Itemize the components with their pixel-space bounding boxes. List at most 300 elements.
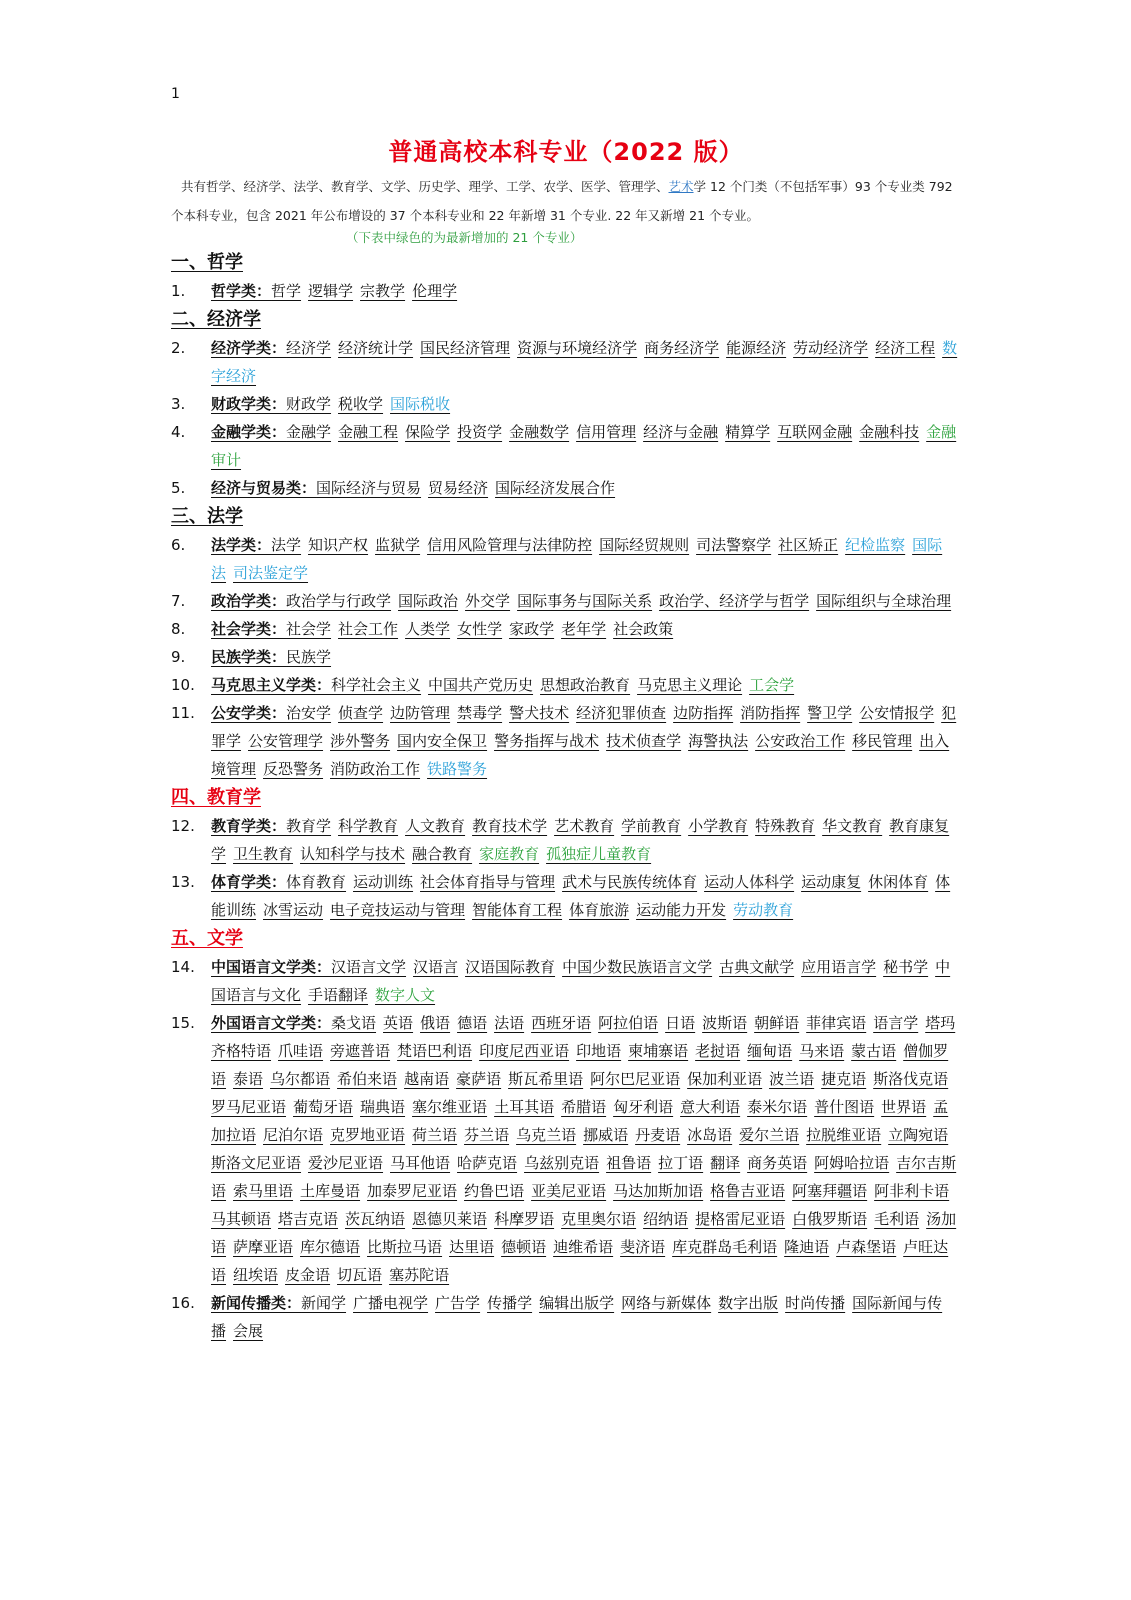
item-number: 1. [171,282,186,300]
major-name: 信用管理 [576,423,637,441]
list-item [171,587,961,615]
major-name: 达里语 [449,1238,495,1256]
major-name: 侦查学 [338,704,384,722]
major-name: 克罗地亚语 [330,1126,406,1144]
major-name: 挪威语 [583,1126,629,1144]
major-name: 海警执法 [688,732,749,750]
major-name: 孟加拉语 [211,1098,949,1144]
major-name: 中国语言与文化 [211,958,951,1004]
major-name: 国际经济与贸易 [316,479,422,497]
new-major-name: 数字经济 [211,339,958,385]
list-item [171,390,961,418]
item-body [211,671,961,699]
category-label: 法学类： [211,536,272,554]
major-name: 汉语言文学 [331,958,407,976]
major-name: 人文教育 [405,817,466,835]
major-name: 梵语巴利语 [397,1042,473,1060]
major-name: 保加利亚语 [687,1070,763,1088]
major-name: 认知科学与技术 [300,845,406,863]
major-name: 监狱学 [375,536,421,554]
major-name: 爱沙尼亚语 [308,1154,384,1172]
item-body [211,390,961,418]
list-item [171,418,961,474]
major-name: 教育技术学 [472,817,548,835]
major-name: 体能训练 [211,873,951,919]
major-name: 印度尼西亚语 [479,1042,570,1060]
major-name: 特殊教育 [755,817,816,835]
major-name: 恩德贝莱语 [412,1210,488,1228]
major-name: 国际事务与国际关系 [517,592,653,610]
major-name: 汉语国际教育 [465,958,556,976]
major-name: 库克群岛毛利语 [672,1238,778,1256]
major-name: 克里奥尔语 [561,1210,637,1228]
major-name: 库尔德语 [300,1238,361,1256]
major-name: 社会体育指导与管理 [420,873,556,891]
new-major-name: 金融审计 [211,423,957,469]
major-name: 斐济语 [620,1238,666,1256]
major-name: 知识产权 [308,536,369,554]
major-name: 科学教育 [338,817,399,835]
major-name: 边防管理 [390,704,451,722]
major-name: 爪哇语 [278,1042,324,1060]
major-name: 社会政策 [613,620,674,638]
major-list [171,248,961,1345]
intro-text-after: 学 12 个门类（不包括军事）93 个专业类 792 个本科专业，包含 2021 年公布增设的 37 个本科专业和 22 年新增 31 个专业. 22 年又新增 21 个专业。 [171,179,953,223]
major-name: 国际政治 [398,592,459,610]
new-major-name: 铁路警务 [427,760,488,778]
major-name: 技术侦查学 [606,732,682,750]
major-name: 宗教学 [360,282,406,300]
major-name: 运动人体科学 [704,873,795,891]
item-body [211,531,961,587]
intro-text-before: 共有哲学、经济学、法学、教育学、文学、历史学、理学、工学、农学、医学、管理学、 [181,179,669,194]
major-name: 索马里语 [233,1182,294,1200]
major-name: 普什图语 [814,1098,875,1116]
major-name: 哲学 [271,282,302,300]
major-name: 社会学 [286,620,332,638]
major-name: 土耳其语 [494,1098,555,1116]
item-number: 7. [171,592,186,610]
major-name: 塞苏陀语 [389,1266,450,1284]
major-name: 社会工作 [338,620,399,638]
item-number: 8. [171,620,186,638]
major-name: 尼泊尔语 [263,1126,324,1144]
category-label: 财政学类： [211,395,287,413]
major-name: 国际新闻与传播 [211,1294,943,1340]
major-name: 体育教育 [286,873,347,891]
item-number: 16. [171,1294,195,1312]
major-name: 翻译 [710,1154,741,1172]
major-name: 经济与金融 [643,423,719,441]
item-number: 2. [171,339,186,357]
major-name: 政治学、经济学与哲学 [659,592,810,610]
major-name: 世界语 [881,1098,927,1116]
intro-highlight-link[interactable]: 艺术 [668,179,694,194]
major-name: 切瓦语 [337,1266,383,1284]
major-name: 芬兰语 [464,1126,510,1144]
new-major-name: 国际法 [211,536,943,582]
item-body [211,953,961,1009]
major-name: 金融科技 [859,423,920,441]
major-name: 马克思主义理论 [637,676,743,694]
major-name: 拉丁语 [658,1154,704,1172]
major-name: 国际经济发展合作 [495,479,616,497]
major-name: 警犬技术 [509,704,570,722]
major-name: 小学教育 [688,817,749,835]
item-number: 4. [171,423,186,441]
category-label: 经济与贸易类： [211,479,317,497]
major-name: 乌兹别克语 [524,1154,600,1172]
section-heading: 二、经济学 [171,309,261,330]
category-label: 政治学类： [211,592,287,610]
major-name: 贸易经济 [428,479,489,497]
major-name: 阿非利卡语 [874,1182,950,1200]
intro-paragraph [171,172,961,230]
major-name: 捷克语 [821,1070,867,1088]
major-name: 萨摩亚语 [233,1238,294,1256]
major-name: 税收学 [338,395,384,413]
major-name: 马来语 [799,1042,845,1060]
major-name: 财政学 [286,395,332,413]
category-label: 中国语言文学类： [211,958,332,976]
major-name: 旁遮普语 [330,1042,391,1060]
list-item [171,1009,961,1289]
new-major-name: 孤独症儿童教育 [546,845,652,863]
major-name: 葡萄牙语 [293,1098,354,1116]
major-name: 能源经济 [726,339,787,357]
major-name: 中国少数民族语言文学 [562,958,713,976]
major-name: 手语翻译 [308,986,369,1004]
major-name: 皮金语 [285,1266,331,1284]
major-name: 泰米尔语 [747,1098,808,1116]
major-name: 迪维希语 [553,1238,614,1256]
category-label: 公安学类： [211,704,287,722]
major-name: 出入境管理 [211,732,950,778]
major-name: 希腊语 [561,1098,607,1116]
major-name: 乌克兰语 [516,1126,577,1144]
major-name: 吉尔吉斯语 [211,1154,957,1200]
major-name: 家政学 [509,620,555,638]
major-name: 泰语 [233,1070,264,1088]
major-name: 老挝语 [695,1042,741,1060]
major-name: 马耳他语 [390,1154,451,1172]
list-item [171,812,961,868]
major-name: 比斯拉马语 [367,1238,443,1256]
list-item [171,277,961,305]
major-name: 经济犯罪侦查 [576,704,667,722]
item-body [211,615,961,643]
green-note: （下表中绿色的为最新增加的 21 个专业） [346,230,583,245]
list-item [171,334,961,390]
item-number: 15. [171,1014,195,1032]
major-name: 汉语言 [413,958,459,976]
major-name: 加泰罗尼亚语 [367,1182,458,1200]
major-name: 金融工程 [338,423,399,441]
major-name: 国际组织与全球治理 [816,592,952,610]
major-name: 投资学 [457,423,503,441]
major-name: 古典文献学 [719,958,795,976]
major-name: 俄语 [420,1014,451,1032]
list-item [171,699,961,783]
major-name: 外交学 [465,592,511,610]
major-name: 茨瓦纳语 [345,1210,406,1228]
category-label: 外国语言文学类： [211,1014,332,1032]
major-name: 秘书学 [883,958,929,976]
item-body [211,418,961,474]
major-name: 罗马尼亚语 [211,1098,287,1116]
major-name: 卫生教育 [233,845,294,863]
major-name: 科学社会主义 [331,676,422,694]
major-name: 豪萨语 [456,1070,502,1088]
major-name: 法语 [494,1014,525,1032]
major-name: 警务指挥与战术 [494,732,600,750]
category-label: 哲学类： [211,282,272,300]
item-number: 5. [171,479,186,497]
item-number: 3. [171,395,186,413]
major-name: 亚美尼亚语 [531,1182,607,1200]
major-name: 绍纳语 [643,1210,689,1228]
major-name: 传播学 [487,1294,533,1312]
major-name: 保险学 [405,423,451,441]
major-name: 经济工程 [875,339,936,357]
major-name: 劳动经济学 [793,339,869,357]
major-name: 科摩罗语 [494,1210,555,1228]
major-name: 卢森堡语 [836,1238,897,1256]
new-major-name: 数字人文 [375,986,436,1004]
section-heading: 三、法学 [171,506,243,527]
major-name: 教育康复学 [211,817,950,863]
major-name: 拉脱维亚语 [806,1126,882,1144]
major-name: 越南语 [404,1070,450,1088]
major-name: 犯罪学 [211,704,957,750]
major-name: 乌尔都语 [270,1070,331,1088]
major-name: 政治学与行政学 [286,592,392,610]
list-item [171,531,961,587]
item-body [211,699,961,783]
major-name: 斯洛文尼亚语 [211,1154,302,1172]
major-name: 休闲体育 [868,873,929,891]
major-name: 治安学 [286,704,332,722]
major-name: 哈萨克语 [457,1154,518,1172]
major-name: 金融学 [286,423,332,441]
major-name: 公安管理学 [248,732,324,750]
new-major-name: 国际税收 [390,395,451,413]
major-name: 经济学 [286,339,332,357]
major-name: 经济统计学 [338,339,414,357]
major-name: 网络与新媒体 [621,1294,712,1312]
item-number: 10. [171,676,195,694]
major-name: 立陶宛语 [888,1126,949,1144]
major-name: 冰岛语 [687,1126,733,1144]
major-name: 思想政治教育 [540,676,631,694]
major-name: 商务经济学 [644,339,720,357]
major-name: 波兰语 [769,1070,815,1088]
major-name: 英语 [383,1014,414,1032]
major-name: 阿姆哈拉语 [814,1154,890,1172]
major-name: 运动能力开发 [636,901,727,919]
major-name: 朝鲜语 [754,1014,800,1032]
major-name: 司法警察学 [696,536,772,554]
major-name: 毛利语 [874,1210,920,1228]
major-name: 精算学 [725,423,771,441]
category-label: 金融学类： [211,423,287,441]
major-name: 商务英语 [747,1154,808,1172]
item-body [211,1009,961,1289]
major-name: 隆迪语 [784,1238,830,1256]
new-major-name: 家庭教育 [479,845,540,863]
list-item [171,643,961,671]
major-name: 运动康复 [801,873,862,891]
item-number: 6. [171,536,186,554]
major-name: 提格雷尼亚语 [695,1210,786,1228]
major-name: 移民管理 [852,732,913,750]
major-name: 纽埃语 [233,1266,279,1284]
category-label: 民族学类： [211,648,287,666]
major-name: 印地语 [576,1042,622,1060]
major-name: 斯瓦希里语 [508,1070,584,1088]
major-name: 丹麦语 [635,1126,681,1144]
major-name: 白俄罗斯语 [792,1210,868,1228]
major-name: 菲律宾语 [806,1014,867,1032]
major-name: 资源与环境经济学 [517,339,638,357]
major-name: 华文教育 [822,817,883,835]
item-body [211,1289,961,1345]
category-label: 经济学类： [211,339,287,357]
major-name: 马达加斯加语 [613,1182,704,1200]
section-heading: 四、教育学 [171,787,261,808]
major-name: 中国共产党历史 [428,676,534,694]
category-label: 体育学类： [211,873,287,891]
major-name: 爱尔兰语 [739,1126,800,1144]
major-name: 汤加语 [211,1210,957,1256]
major-name: 马其顿语 [211,1210,272,1228]
major-name: 会展 [233,1322,264,1340]
list-item [171,953,961,1009]
major-name: 编辑出版学 [539,1294,615,1312]
major-name: 应用语言学 [801,958,877,976]
document-title: 普通高校本科专业（2022 版） [388,138,744,166]
major-name: 公安情报学 [859,704,935,722]
major-name: 社区矫正 [778,536,839,554]
major-name: 格鲁吉亚语 [710,1182,786,1200]
major-name: 桑戈语 [331,1014,377,1032]
major-name: 瑞典语 [360,1098,406,1116]
major-name: 互联网金融 [777,423,853,441]
item-body [211,643,961,671]
major-name: 柬埔寨语 [628,1042,689,1060]
section-heading: 一、哲学 [171,252,243,273]
item-number: 9. [171,648,186,666]
major-name: 国内安全保卫 [397,732,488,750]
major-name: 匈牙利语 [613,1098,674,1116]
major-name: 涉外警务 [330,732,391,750]
major-name: 武术与民族传统体育 [562,873,698,891]
major-name: 卢旺达语 [211,1238,949,1284]
major-name: 艺术教育 [554,817,615,835]
major-name: 阿拉伯语 [598,1014,659,1032]
major-name: 体育旅游 [569,901,630,919]
list-item [171,474,961,502]
new-major-name: 纪检监察 [845,536,906,554]
major-name: 德语 [457,1014,488,1032]
list-item [171,868,961,924]
major-name: 日语 [665,1014,696,1032]
major-name: 运动训练 [353,873,414,891]
item-body [211,277,961,305]
major-name: 斯洛伐克语 [873,1070,949,1088]
major-name: 德顿语 [501,1238,547,1256]
new-major-name: 劳动教育 [733,901,794,919]
major-name: 广告学 [435,1294,481,1312]
page-number: 1 [171,86,180,102]
major-name: 阿尔巴尼亚语 [590,1070,681,1088]
item-number: 14. [171,958,195,976]
category-label: 马克思主义学类： [211,676,332,694]
new-major-name: 工会学 [749,676,795,694]
major-name: 西班牙语 [531,1014,592,1032]
item-body [211,334,961,390]
category-label: 新闻传播类： [211,1294,302,1312]
major-name: 人类学 [405,620,451,638]
list-item [171,615,961,643]
major-name: 禁毒学 [457,704,503,722]
major-name: 法学 [271,536,302,554]
major-name: 民族学 [286,648,332,666]
item-body [211,868,961,924]
major-name: 国民经济管理 [420,339,511,357]
major-name: 希伯来语 [337,1070,398,1088]
major-name: 信用风险管理与法律防控 [427,536,593,554]
major-name: 缅甸语 [747,1042,793,1060]
major-name: 教育学 [286,817,332,835]
major-name: 消防政治工作 [330,760,421,778]
major-name: 塞尔维亚语 [412,1098,488,1116]
major-name: 约鲁巴语 [464,1182,525,1200]
major-name: 反恐警务 [263,760,324,778]
major-name: 边防指挥 [673,704,734,722]
item-number: 11. [171,704,195,722]
section-heading: 五、文学 [171,928,243,949]
category-label: 教育学类： [211,817,287,835]
major-name: 语言学 [873,1014,919,1032]
major-name: 融合教育 [412,845,473,863]
category-label: 社会学类： [211,620,287,638]
major-name: 阿塞拜疆语 [792,1182,868,1200]
major-name: 智能体育工程 [472,901,563,919]
major-name: 老年学 [561,620,607,638]
major-name: 消防指挥 [740,704,801,722]
list-item [171,1289,961,1345]
list-item [171,671,961,699]
major-name: 蒙古语 [851,1042,897,1060]
item-body [211,474,961,502]
major-name: 金融数学 [509,423,570,441]
item-body [211,587,961,615]
major-name: 塔玛齐格特语 [211,1014,956,1060]
major-name: 祖鲁语 [606,1154,652,1172]
major-name: 塔吉克语 [278,1210,339,1228]
major-name: 意大利语 [680,1098,741,1116]
major-name: 伦理学 [412,282,458,300]
new-major-name: 司法鉴定学 [233,564,309,582]
major-name: 女性学 [457,620,503,638]
major-name: 数字出版 [718,1294,779,1312]
major-name: 学前教育 [621,817,682,835]
major-name: 警卫学 [807,704,853,722]
item-body [211,812,961,868]
major-name: 土库曼语 [300,1182,361,1200]
major-name: 时尚传播 [785,1294,846,1312]
